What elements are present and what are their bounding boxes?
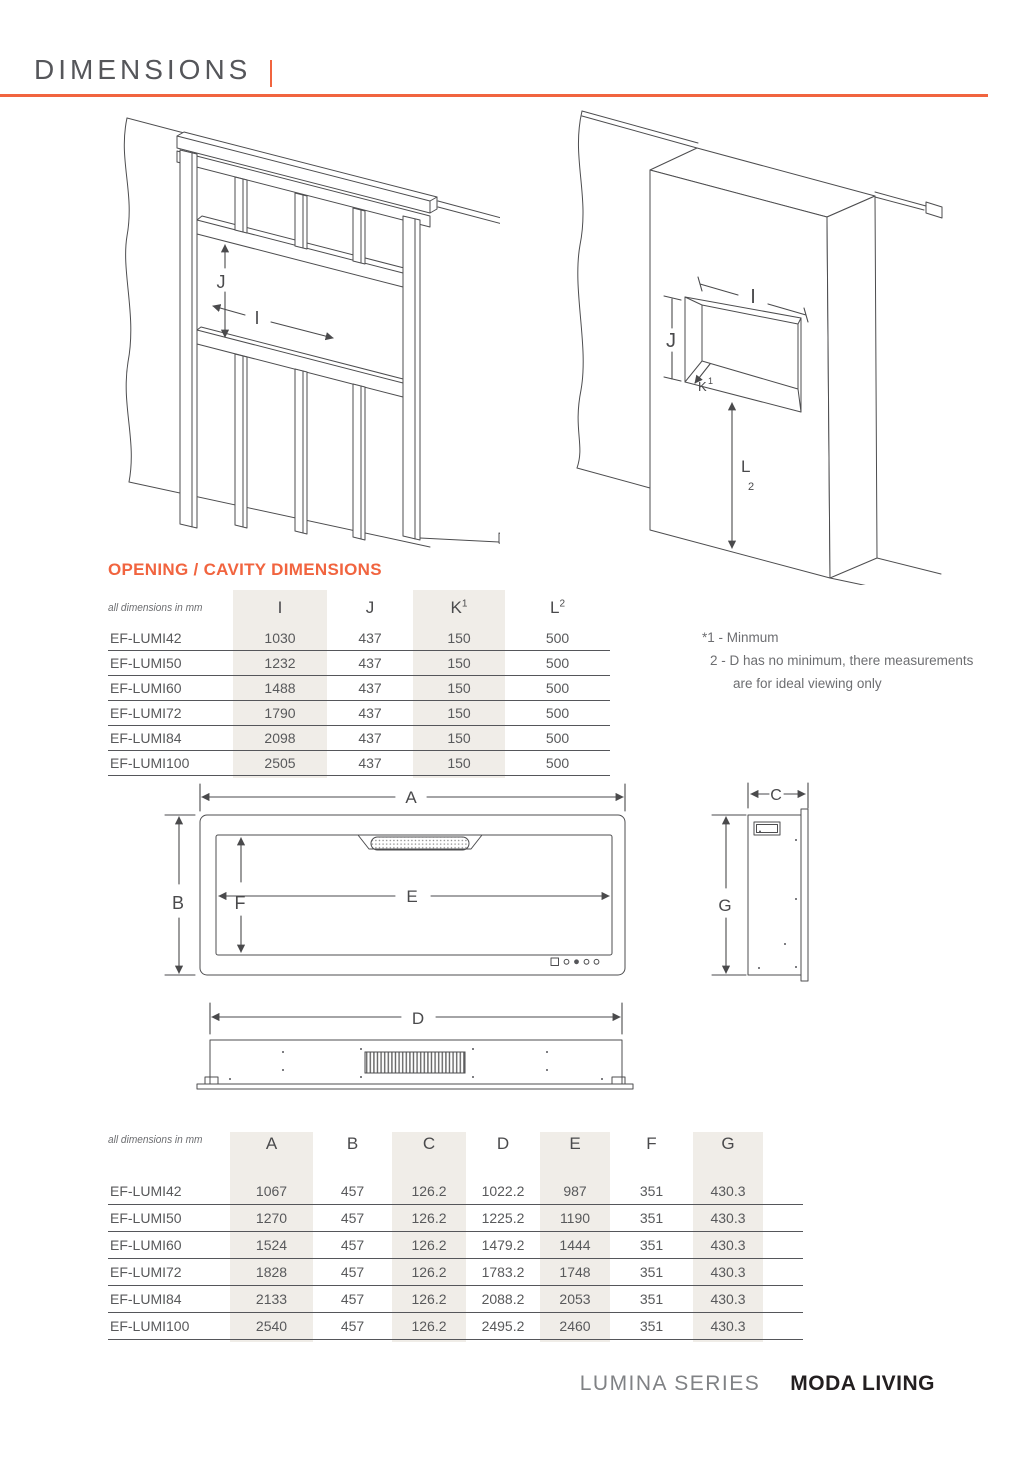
value-cell: 1828 <box>255 1264 288 1280</box>
column-header-d: D <box>496 1134 510 1153</box>
table-row <box>108 676 610 701</box>
value-cell: 150 <box>447 705 471 721</box>
dim-label-b: B <box>171 893 185 913</box>
page-title: DIMENSIONS <box>34 54 252 85</box>
table-row <box>108 1286 803 1313</box>
value-cell: 2540 <box>255 1318 288 1334</box>
model-cell: EF-LUMI50 <box>110 655 182 671</box>
value-cell: 437 <box>358 655 382 671</box>
wall-framing-diagram <box>85 110 500 555</box>
side-lines <box>748 809 808 981</box>
value-cell: 150 <box>447 730 471 746</box>
value-cell: 2088.2 <box>481 1291 525 1307</box>
value-cell: 1022.2 <box>481 1183 525 1199</box>
dim-label-k-sup: 1 <box>708 376 714 386</box>
value-cell: 430.3 <box>710 1264 746 1280</box>
value-cell: 351 <box>639 1264 664 1280</box>
table-row <box>108 1232 803 1259</box>
footnote-line: are for ideal viewing only <box>733 676 882 691</box>
value-cell: 437 <box>358 630 382 646</box>
opening-dimensions-table <box>108 590 610 776</box>
table-row <box>108 701 610 726</box>
column-header-g: G <box>721 1134 735 1153</box>
dim-label-g: G <box>718 896 732 915</box>
value-cell: 457 <box>340 1237 365 1253</box>
value-cell: 126.2 <box>411 1210 447 1226</box>
product-dimensions-table <box>108 1132 803 1340</box>
value-cell: 126.2 <box>411 1264 447 1280</box>
value-cell: 1190 <box>559 1210 591 1226</box>
value-cell: 1270 <box>255 1210 288 1226</box>
table-row <box>108 651 610 676</box>
table-row <box>108 626 610 651</box>
header-rule <box>0 94 988 97</box>
model-cell: EF-LUMI84 <box>110 730 182 746</box>
column-header-a: A <box>265 1134 278 1153</box>
value-cell: 457 <box>340 1210 365 1226</box>
value-cell: 126.2 <box>411 1291 447 1307</box>
dim-label-l: L <box>741 457 751 476</box>
column-header-c: C <box>422 1134 436 1153</box>
front-dimensions <box>165 784 625 975</box>
value-cell: 1488 <box>264 680 296 696</box>
table-row <box>108 751 610 776</box>
value-cell: 437 <box>358 705 382 721</box>
table-header-row <box>108 1132 803 1178</box>
value-cell: 351 <box>639 1183 664 1199</box>
value-cell: 150 <box>447 755 471 771</box>
dim-label-j: J <box>216 272 226 292</box>
section-title: OPENING / CAVITY DIMENSIONS <box>108 560 382 579</box>
value-cell: 150 <box>447 655 471 671</box>
bottom-dimensions <box>210 1003 622 1034</box>
front-view-diagram <box>155 778 650 995</box>
value-cell: 1030 <box>264 630 296 646</box>
value-cell: 1790 <box>264 705 296 721</box>
dim-label-e: E <box>406 887 418 906</box>
value-cell: 430.3 <box>710 1183 746 1199</box>
framing-lines <box>124 118 500 549</box>
page-footer <box>520 1372 935 1396</box>
dim-label-f: F <box>234 893 246 913</box>
value-cell: 2460 <box>559 1318 591 1334</box>
dim-label-l-sub: 2 <box>748 481 755 493</box>
value-cell: 2505 <box>264 755 296 771</box>
value-cell: 437 <box>358 730 382 746</box>
value-cell: 500 <box>545 730 570 746</box>
table-row <box>108 1259 803 1286</box>
model-cell: EF-LUMI60 <box>110 680 182 696</box>
dim-label-c: C <box>770 787 782 804</box>
value-cell: 2098 <box>264 730 296 746</box>
bottom-view-diagram <box>185 1000 645 1095</box>
value-cell: 430.3 <box>710 1291 746 1307</box>
value-cell: 430.3 <box>710 1237 746 1253</box>
value-cell: 500 <box>545 655 570 671</box>
value-cell: 126.2 <box>411 1237 447 1253</box>
value-cell: 430.3 <box>710 1210 746 1226</box>
column-header-k: $K^1$ <box>450 598 468 617</box>
value-cell: 1479.2 <box>481 1237 525 1253</box>
value-cell: 126.2 <box>411 1318 447 1334</box>
table-row <box>108 1313 803 1340</box>
value-cell: 2053 <box>559 1291 591 1307</box>
dim-label-j: J <box>666 330 676 352</box>
value-cell: 1748 <box>559 1264 591 1280</box>
value-cell: 126.2 <box>411 1183 447 1199</box>
value-cell: 457 <box>340 1183 365 1199</box>
model-cell: EF-LUMI84 <box>110 1291 182 1307</box>
table-row <box>108 1205 803 1232</box>
column-header-l: $L^2$ <box>549 598 566 617</box>
dim-label-d: D <box>411 1009 425 1028</box>
bottom-lines <box>197 1040 633 1089</box>
model-cell: EF-LUMI42 <box>110 1183 182 1199</box>
column-header-e: E <box>569 1134 581 1153</box>
model-cell: EF-LUMI100 <box>110 755 190 771</box>
model-cell: EF-LUMI60 <box>110 1237 182 1253</box>
value-cell: 457 <box>340 1291 365 1307</box>
value-cell: 500 <box>545 680 570 696</box>
value-cell: 457 <box>340 1318 365 1334</box>
value-cell: 351 <box>639 1291 664 1307</box>
control-buttons-icon <box>551 958 599 966</box>
value-cell: 500 <box>545 755 570 771</box>
table-row <box>108 726 610 751</box>
brand-name: MODA LIVING <box>790 1372 935 1395</box>
value-cell: 2133 <box>255 1291 288 1307</box>
footnotes <box>702 626 992 695</box>
title-separator <box>270 60 272 87</box>
series-name: LUMINA SERIES <box>579 1372 761 1395</box>
dim-label-i: I <box>750 286 756 308</box>
value-cell: 437 <box>358 755 382 771</box>
table-header-row <box>108 590 610 626</box>
value-cell: 351 <box>639 1318 664 1334</box>
model-cell: EF-LUMI42 <box>110 630 182 646</box>
column-header-f: F <box>646 1134 657 1153</box>
model-cell: EF-LUMI72 <box>110 1264 182 1280</box>
dim-label-i: I <box>254 308 260 328</box>
value-cell: 1444 <box>559 1237 591 1253</box>
model-cell: EF-LUMI100 <box>110 1318 190 1334</box>
value-cell: 500 <box>545 705 570 721</box>
dim-label-k: K <box>698 379 707 394</box>
value-cell: 437 <box>358 680 382 696</box>
side-dimensions <box>712 783 808 975</box>
table-body <box>108 1178 803 1340</box>
value-cell: 351 <box>639 1210 664 1226</box>
units-note: all dimensions in mm <box>108 602 203 614</box>
dim-label-a: A <box>405 788 417 807</box>
value-cell: 500 <box>545 630 570 646</box>
value-cell: 987 <box>563 1183 587 1199</box>
footnote-line: *1 - Minmum <box>702 630 779 645</box>
value-cell: 351 <box>639 1237 664 1253</box>
column-header-i: I <box>277 598 283 617</box>
table-row <box>108 1178 803 1205</box>
model-cell: EF-LUMI50 <box>110 1210 182 1226</box>
value-cell: 1783.2 <box>481 1264 525 1280</box>
units-note: all dimensions in mm <box>108 1134 203 1146</box>
value-cell: 1225.2 <box>481 1210 525 1226</box>
column-header-b: B <box>346 1134 359 1153</box>
wall-cavity-diagram <box>505 100 995 585</box>
side-view-diagram <box>700 778 825 995</box>
model-cell: EF-LUMI72 <box>110 705 182 721</box>
value-cell: 2495.2 <box>481 1318 525 1334</box>
footnote-line: 2 - D has no minimum, there measurements <box>710 653 974 668</box>
column-header-j: J <box>365 598 375 617</box>
value-cell: 150 <box>447 680 471 696</box>
table-body <box>108 626 610 776</box>
value-cell: 150 <box>447 630 471 646</box>
cavity-lines <box>577 111 942 585</box>
value-cell: 457 <box>340 1264 365 1280</box>
value-cell: 1524 <box>255 1237 288 1253</box>
value-cell: 1067 <box>255 1183 288 1199</box>
value-cell: 1232 <box>264 655 296 671</box>
value-cell: 430.3 <box>710 1318 746 1334</box>
